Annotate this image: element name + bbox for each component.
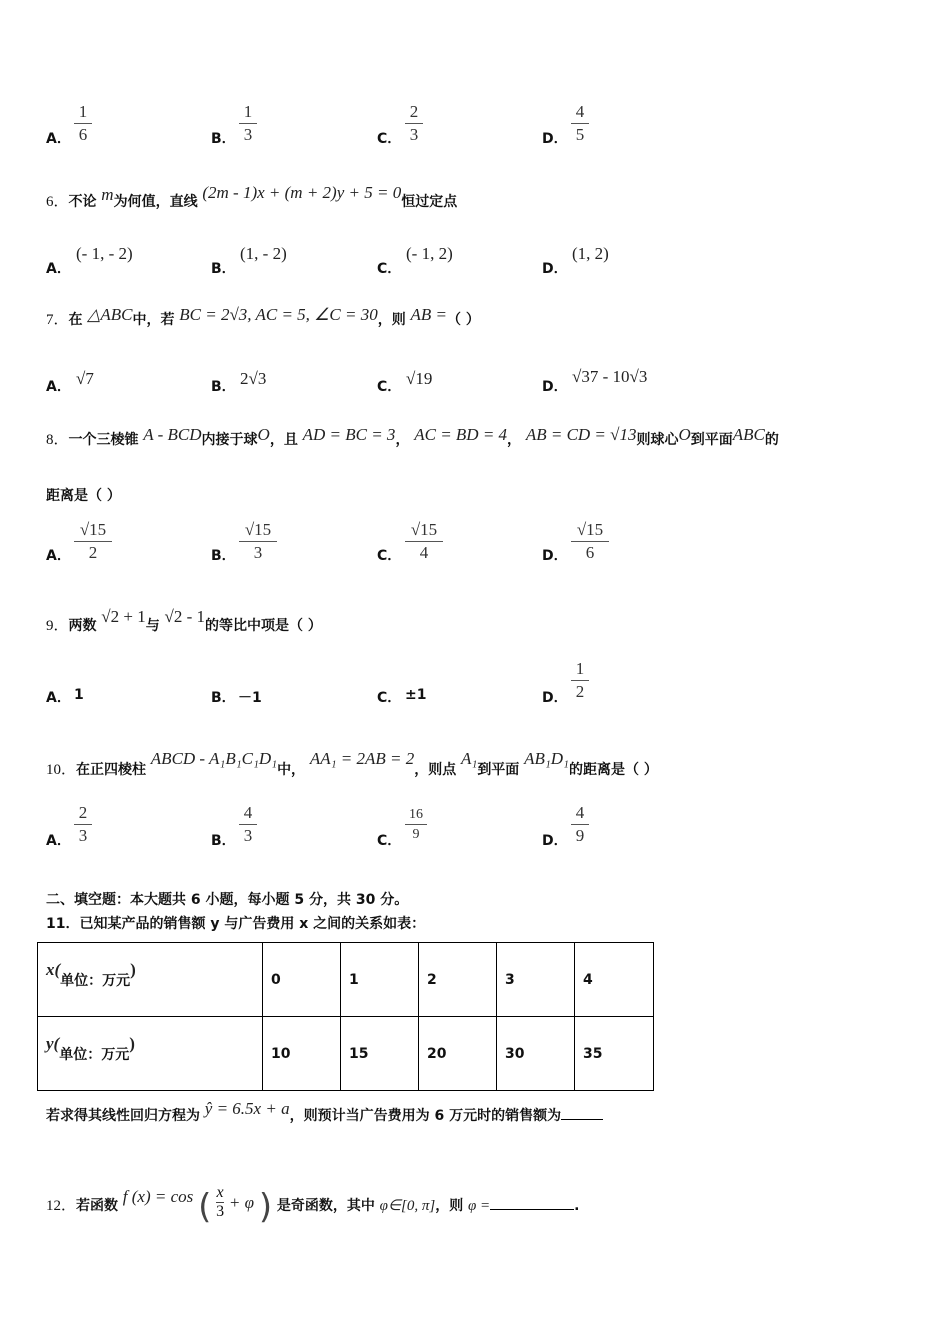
row-header-y bbox=[38, 1017, 263, 1091]
q9-text: 两数 bbox=[68, 618, 97, 634]
numerator: 1 bbox=[243, 102, 253, 121]
q5-option-a-fraction bbox=[74, 102, 92, 145]
denominator: 2 bbox=[575, 682, 585, 701]
q8-stem bbox=[46, 425, 779, 449]
denominator: 9 bbox=[575, 826, 585, 845]
q11-text: ，则预计当广告费用为 6 万元时的销售额为 bbox=[289, 1108, 562, 1124]
answer-blank[interactable] bbox=[561, 1119, 603, 1120]
q6-text: 恒过定点 bbox=[401, 194, 458, 210]
q9-option-a-value: 1 bbox=[74, 687, 84, 703]
q7-stem bbox=[46, 305, 480, 329]
denominator: 3 bbox=[253, 543, 263, 562]
q7-option-a-label: A． bbox=[46, 379, 71, 395]
q11-table bbox=[37, 942, 654, 1091]
q9-number-a: √2 + 1 bbox=[101, 607, 146, 626]
denominator: 3 bbox=[243, 826, 253, 845]
q7-ab: AB = bbox=[410, 305, 448, 324]
q8-text: 内接于球 bbox=[201, 432, 258, 448]
denominator: 3 bbox=[409, 125, 419, 144]
sphere-o: O bbox=[257, 425, 270, 444]
q10-text: 的距离是（ ） bbox=[568, 762, 658, 778]
numerator: 1 bbox=[78, 102, 88, 121]
numerator: 4 bbox=[243, 803, 253, 822]
q9-option-d-fraction bbox=[571, 659, 589, 702]
q5-option-d-fraction bbox=[571, 102, 589, 145]
q7-option-d-value: √37 - 10√3 bbox=[572, 367, 648, 386]
numerator: √15 bbox=[244, 520, 272, 539]
table-cell: 1 bbox=[341, 943, 419, 1017]
q8-option-d-label: D． bbox=[542, 548, 568, 564]
unit-label: 单位：万元 bbox=[59, 1046, 130, 1063]
q12-text: 若函数 bbox=[76, 1198, 119, 1214]
q8-condition: AD = BC = 3 bbox=[302, 425, 396, 444]
table-row bbox=[38, 943, 654, 1017]
q12-text: 是奇函数，其中 bbox=[276, 1198, 375, 1214]
q7-option-b-label: B． bbox=[211, 379, 236, 395]
row-header-x bbox=[38, 943, 263, 1017]
numerator: 4 bbox=[575, 102, 585, 121]
q9-text: 的等比中项是（ ） bbox=[205, 618, 322, 634]
numerator: √15 bbox=[79, 520, 107, 539]
point-a1: A₁ bbox=[461, 749, 478, 768]
numerator: √15 bbox=[576, 520, 604, 539]
q7-option-d-label: D． bbox=[542, 379, 568, 395]
numerator: 2 bbox=[78, 803, 88, 822]
q5-option-b-fraction bbox=[239, 102, 257, 145]
q8-option-b-label: B． bbox=[211, 548, 236, 564]
question-number: 10． bbox=[46, 762, 77, 778]
q7-text: ，则 bbox=[377, 312, 406, 328]
plus-phi: + φ bbox=[228, 1193, 255, 1212]
table-cell: 0 bbox=[263, 943, 341, 1017]
q6-option-a-label: A． bbox=[46, 261, 71, 277]
q5-option-c-fraction bbox=[405, 102, 423, 145]
line-equation: (2m - 1)x + (m + 2)y + 5 = 0 bbox=[202, 183, 402, 202]
unit-label: 单位：万元 bbox=[60, 972, 131, 989]
q12-text: ，则 bbox=[435, 1198, 464, 1214]
prism: ABCD - A₁B₁C₁D₁ bbox=[150, 749, 278, 768]
q6-option-c-label: C． bbox=[377, 261, 402, 277]
question-number: 12． bbox=[46, 1198, 77, 1214]
q7-text: 中，若 bbox=[132, 312, 175, 328]
q10-option-a-label: A． bbox=[46, 833, 71, 849]
q5-option-d-label: D． bbox=[542, 131, 568, 147]
q8-text: 的 bbox=[764, 432, 779, 448]
q5-option-a-label: A． bbox=[46, 131, 71, 147]
q8-condition: AB = CD = √13 bbox=[525, 425, 637, 444]
q8-text: 则球心 bbox=[636, 432, 679, 448]
q8-option-c-label: C． bbox=[377, 548, 402, 564]
q6-option-d-label: D． bbox=[542, 261, 568, 277]
q8-text: 到平面 bbox=[690, 432, 733, 448]
q9-option-c-label: C． bbox=[377, 690, 402, 706]
table-cell: 30 bbox=[497, 1017, 575, 1091]
q7-option-c-label: C． bbox=[377, 379, 402, 395]
regression-equation: ŷ = 6.5x + a bbox=[204, 1099, 290, 1118]
q6-option-d-value: (1, 2) bbox=[572, 244, 609, 263]
denominator: 3 bbox=[78, 826, 88, 845]
q9-stem bbox=[46, 607, 322, 635]
q10-condition: AA₁ = 2AB = 2 bbox=[309, 749, 415, 768]
q9-option-b-label: B． bbox=[211, 690, 236, 706]
phi-domain: φ∈[0, π] bbox=[379, 1198, 436, 1214]
q10-option-b-fraction bbox=[239, 803, 257, 846]
q8-option-b-fraction bbox=[239, 520, 277, 563]
q9-option-d-label: D． bbox=[542, 690, 568, 706]
period: . bbox=[574, 1198, 580, 1214]
plane-ab1d1: AB₁D₁ bbox=[524, 749, 569, 768]
pyramid: A - BCD bbox=[143, 425, 202, 444]
q6-option-a-value: (- 1, - 2) bbox=[76, 244, 133, 263]
q11-intro: 11．已知某产品的销售额 y 与广告费用 x 之间的关系如表： bbox=[46, 916, 426, 932]
q8-option-d-fraction bbox=[571, 520, 609, 563]
q10-option-b-label: B． bbox=[211, 833, 236, 849]
paren-close: ) bbox=[258, 1187, 273, 1227]
q8-text: ，且 bbox=[269, 432, 298, 448]
table-cell: 4 bbox=[575, 943, 654, 1017]
table-cell: 20 bbox=[419, 1017, 497, 1091]
q9-option-c-value: ±1 bbox=[405, 687, 427, 703]
table-cell: 2 bbox=[419, 943, 497, 1017]
q8-option-a-label: A． bbox=[46, 548, 71, 564]
q6-text: 为何值，直线 bbox=[113, 194, 198, 210]
q7-option-b-value: 2√3 bbox=[240, 369, 267, 388]
question-number: 8． bbox=[46, 432, 69, 448]
table-cell: 3 bbox=[497, 943, 575, 1017]
q6-option-b-value: (1, - 2) bbox=[240, 244, 287, 263]
denominator: 3 bbox=[216, 1203, 225, 1220]
math-m: m bbox=[101, 185, 114, 204]
q8-option-c-fraction bbox=[405, 520, 443, 563]
q6-text: 不论 bbox=[68, 194, 97, 210]
denominator: 9 bbox=[412, 827, 420, 842]
q9-option-b-value: －1 bbox=[238, 690, 262, 706]
paren: ) bbox=[130, 959, 136, 979]
denominator: 6 bbox=[78, 125, 88, 144]
question-number: 9． bbox=[46, 618, 69, 634]
q10-option-d-label: D． bbox=[542, 833, 568, 849]
numerator: 2 bbox=[409, 102, 419, 121]
table-cell: 35 bbox=[575, 1017, 654, 1091]
q5-option-c-label: C． bbox=[377, 131, 402, 147]
q7-text: （ ） bbox=[447, 312, 480, 328]
q6-option-c-value: (- 1, 2) bbox=[406, 244, 453, 263]
section-heading: 二、填空题：本大题共 6 小题，每小题 5 分，共 30 分。 bbox=[46, 892, 409, 908]
q7-text: 在 bbox=[68, 312, 83, 328]
sphere-o: O bbox=[678, 425, 691, 444]
q9-number-b: √2 - 1 bbox=[164, 607, 205, 626]
question-number: 7． bbox=[46, 312, 69, 328]
plane-abc: ABC bbox=[732, 425, 765, 444]
numerator: 1 bbox=[575, 659, 585, 678]
denominator: 6 bbox=[585, 543, 595, 562]
q10-option-c-label: C． bbox=[377, 833, 402, 849]
q7-option-c-value: √19 bbox=[406, 369, 433, 388]
q8-text: 距离是（ ） bbox=[46, 488, 121, 504]
q10-text: 中， bbox=[277, 762, 306, 778]
q8-condition: AC = BD = 4 bbox=[414, 425, 508, 444]
phi-equals: φ = bbox=[467, 1198, 491, 1214]
triangle-abc: △ABC bbox=[87, 305, 133, 324]
denominator: 2 bbox=[88, 543, 98, 562]
numerator: 4 bbox=[575, 803, 585, 822]
denominator: 4 bbox=[419, 543, 429, 562]
table-cell: 10 bbox=[263, 1017, 341, 1091]
q10-text: 到平面 bbox=[477, 762, 520, 778]
answer-blank[interactable] bbox=[490, 1209, 574, 1210]
q10-option-d-fraction bbox=[571, 803, 589, 846]
q5-option-b-label: B． bbox=[211, 131, 236, 147]
q10-option-a-fraction bbox=[74, 803, 92, 846]
q12-stem bbox=[46, 1178, 580, 1227]
q8-text: 一个三棱锥 bbox=[68, 432, 139, 448]
question-number: 6． bbox=[46, 194, 69, 210]
q6-stem bbox=[46, 183, 458, 211]
q8-text: ， bbox=[507, 432, 522, 448]
q8-option-a-fraction bbox=[74, 520, 112, 563]
function-lhs: f (x) = cos bbox=[122, 1187, 194, 1206]
numerator: √15 bbox=[410, 520, 438, 539]
q9-text: 与 bbox=[145, 618, 160, 634]
q10-text: 在正四棱柱 bbox=[76, 762, 147, 778]
denominator: 3 bbox=[243, 125, 253, 144]
numerator: x bbox=[216, 1184, 224, 1201]
paren-open: ( bbox=[198, 1187, 212, 1227]
q11-text: 若求得其线性回归方程为 bbox=[46, 1108, 200, 1124]
q10-option-c-fraction bbox=[405, 806, 427, 843]
q9-option-a-label: A． bbox=[46, 690, 71, 706]
var-y: y( bbox=[46, 1033, 60, 1053]
q10-text: ，则点 bbox=[414, 762, 457, 778]
q6-option-b-label: B． bbox=[211, 261, 236, 277]
q10-stem bbox=[46, 749, 658, 779]
table-cell: 15 bbox=[341, 1017, 419, 1091]
paren: ) bbox=[129, 1033, 135, 1053]
numerator: 16 bbox=[409, 807, 423, 822]
q8-text: ， bbox=[395, 432, 410, 448]
q11-question bbox=[46, 1099, 603, 1125]
table-row bbox=[38, 1017, 654, 1091]
var-x: x( bbox=[46, 959, 61, 979]
denominator: 5 bbox=[575, 125, 585, 144]
q7-option-a-value: √7 bbox=[76, 369, 94, 388]
q7-condition: BC = 2√3, AC = 5, ∠C = 30 bbox=[179, 305, 378, 324]
frac-x-over-3 bbox=[216, 1184, 224, 1221]
